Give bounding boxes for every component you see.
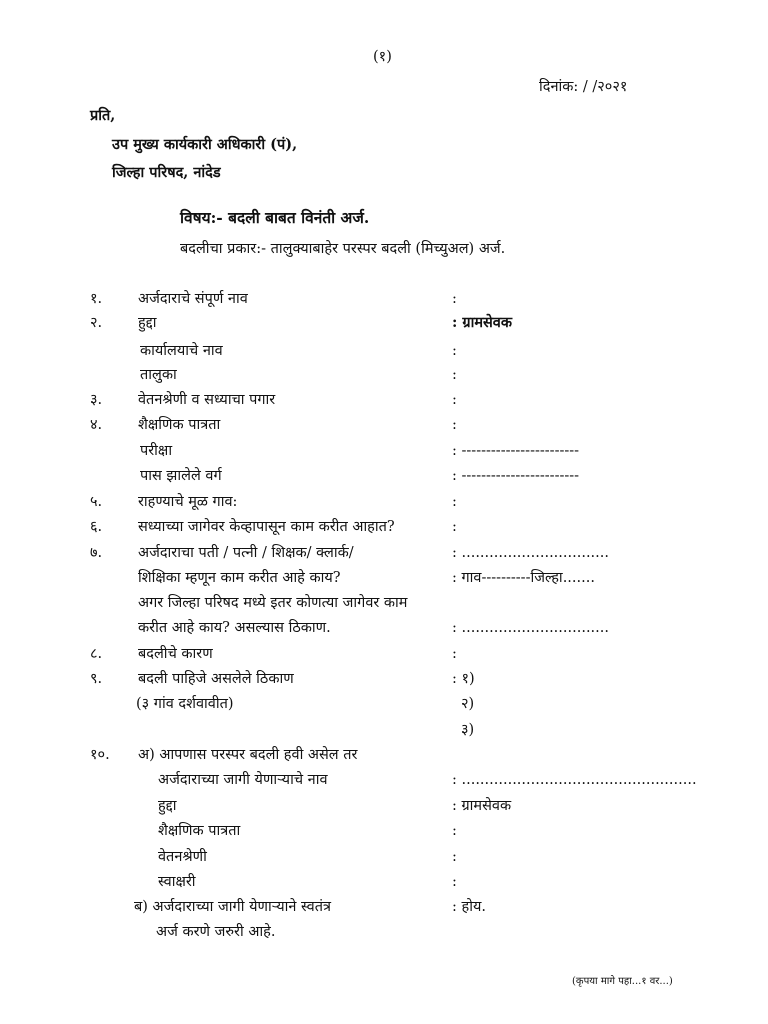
field-2b-value: : — [452, 367, 457, 383]
field-7a-label: शिक्षिका म्हणून काम करीत आहे काय? — [138, 570, 341, 586]
field-2-number: २. — [90, 315, 103, 331]
field-5-value: : — [452, 494, 457, 510]
addressee-line1: उप मुख्य कार्यकारी अधिकारी (पं), — [112, 136, 298, 153]
date-line: दिनांक: / /२०२१ — [539, 79, 628, 95]
field-9-value: : १) — [452, 671, 475, 687]
field-2-value: : ग्रामसेवक — [452, 314, 513, 331]
field-6-number: ६. — [90, 519, 103, 535]
field-9-label: बदली पाहिजे असलेले ठिकाण — [138, 671, 294, 687]
field-10a-value: : ................................................... — [452, 772, 697, 788]
field-10d-label: वेतनश्रेणी — [158, 849, 207, 865]
field-8-value: : — [452, 646, 457, 662]
field-3-label: वेतनश्रेणी व सध्याचा पगार — [138, 392, 276, 408]
field-10b-value: : ग्रामसेवक — [452, 798, 512, 814]
field-4a-label: परीक्षा — [140, 443, 173, 459]
field-6-value: : — [452, 519, 457, 535]
field-10f-label: ब) अर्जदाराच्या जागी येणाऱ्याने स्वतंत्र — [134, 899, 332, 915]
field-3-value: : — [452, 392, 457, 408]
field-2a-value: : — [452, 343, 457, 359]
field-4-value: : — [452, 417, 457, 433]
field-10a-label: अर्जदाराच्या जागी येणाऱ्याचे नाव — [158, 772, 328, 788]
field-1-number: १. — [90, 291, 103, 307]
field-10c-value: : — [452, 823, 457, 839]
field-4-number: ४. — [90, 417, 103, 433]
field-2b-label: तालुका — [140, 367, 177, 383]
field-7-number: ७. — [90, 545, 103, 561]
field-4b-label: पास झालेले वर्ग — [140, 468, 222, 484]
field-10e-label: स्वाक्षरी — [158, 874, 196, 890]
field-10d-value: : — [452, 849, 457, 865]
field-5-label: राहण्याचे मूळ गाव: — [138, 494, 238, 510]
field-2a-label: कार्यालयाचे नाव — [140, 343, 223, 359]
field-9a-label: (३ गांव दर्शवावीत) — [136, 696, 234, 712]
field-10-label: अ) आपणास परस्पर बदली हवी असेल तर — [138, 747, 358, 763]
field-9a-value: २) — [461, 696, 475, 712]
field-4-label: शैक्षणिक पात्रता — [138, 417, 221, 433]
field-8-number: ८. — [90, 646, 103, 662]
field-9b-value: ३) — [461, 722, 475, 738]
field-6-label: सध्याच्या जागेवर केव्हापासून काम करीत आहात? — [138, 519, 395, 535]
field-10g-label: अर्ज करणे जरुरी आहे. — [156, 924, 276, 940]
addressee-prati: प्रति, — [90, 107, 116, 124]
field-10-number: १०. — [90, 747, 110, 763]
field-7b-label: अगर जिल्हा परिषद मध्ये इतर कोणत्या जागेवर काम — [138, 595, 408, 611]
field-10f-value: : होय. — [452, 899, 486, 915]
field-5-number: ५. — [90, 494, 103, 510]
field-10b-label: हुद्दा — [158, 798, 177, 814]
addressee-line2: जिल्हा परिषद, नांदेड — [112, 164, 221, 181]
field-7-value: : ................................ — [452, 545, 609, 561]
field-9-number: ९. — [90, 671, 103, 687]
page-number: (१) — [373, 49, 392, 65]
field-10e-value: : — [452, 874, 457, 890]
field-7c-value: : ................................ — [452, 620, 609, 636]
transfer-type-line: बदलीचा प्रकार:- तालुक्याबाहेर परस्पर बदली (मिच्युअल) अर्ज. — [180, 241, 506, 257]
field-7-label: अर्जदाराचा पती / पत्नी / शिक्षक/ क्लार्क/ — [138, 545, 354, 561]
field-4b-value: : ------------------------ — [452, 468, 580, 484]
subject-line: विषय:- बदली बाबत विनंती अर्ज. — [180, 208, 370, 227]
field-8-label: बदलीचे कारण — [138, 646, 213, 662]
field-7a-value: : गाव----------जिल्हा....... — [452, 570, 595, 586]
field-3-number: ३. — [90, 392, 103, 408]
footer-note: (कृपया मागे पहा...१ वर...) — [572, 976, 673, 987]
field-7c-label: करीत आहे काय? असल्यास ठिकाण. — [138, 620, 331, 636]
field-10c-label: शैक्षणिक पात्रता — [158, 823, 241, 839]
field-4a-value: : ------------------------ — [452, 443, 580, 459]
field-1-value: : — [452, 291, 457, 307]
field-1-label: अर्जदाराचे संपूर्ण नाव — [138, 291, 248, 307]
field-2-label: हुद्दा — [138, 315, 157, 331]
